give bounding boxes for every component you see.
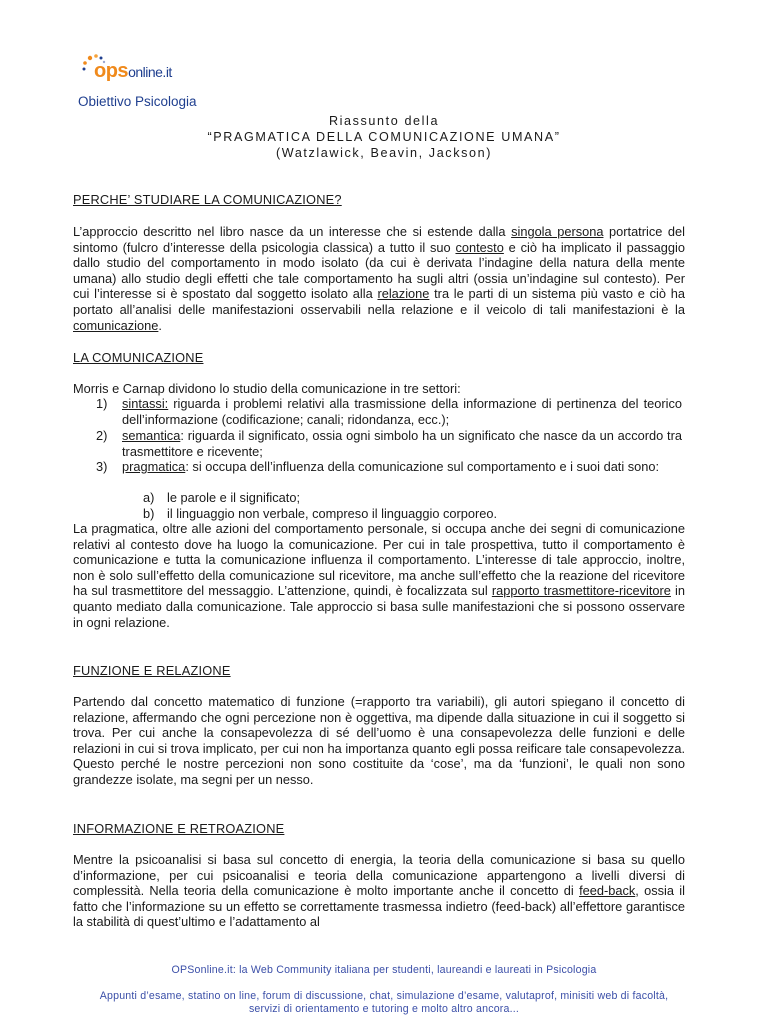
- section-heading: INFORMAZIONE E RETROAZIONE: [73, 821, 285, 836]
- paragraph: Mentre la psicoanalisi si basa sul concetto di energia, la teoria della comunicazione si basa su quello d’informazione, per cui psicoanalisi e teoria della comunicazione appartengono a livelli diversi di complessità. Nella teoria della comunicazione è molto importante anche il concetto di feed-back, ossia il fatto che l’informazione su un effetto se correttamente trasmessa indietro (feed-back) all’effettore garantisce la stabilità di quest’ultimo e l’adattamento al: [73, 852, 685, 930]
- doc-heading-line1: Riassunto della: [328, 114, 440, 128]
- logo-wordmark: opsonline.it: [94, 60, 172, 82]
- doc-heading-title: “PRAGMATICA DELLA COMUNICAZIONE UMANA”: [207, 130, 561, 144]
- section-heading: LA COMUNICAZIONE: [73, 350, 204, 365]
- paragraph: L’approccio descritto nel libro nasce da un interesse che si estende dalla singola persona portatrice del sintomo (fulcro d’interesse della psicologia classica) a tutto il suo contesto e ciò ha implicato il passaggio dallo studio del comportamento in modo isolato (da cui è derivata l’indagine della natura della mente umana) allo studio degli effetti che tale comportamento ha sugli altri (ossia un’indagine sul contesto). Per cui l’interesse si è spostato dal soggetto isolato alla relazione tra le parti di un sistema più vasto e ciò ha portato all’analisi delle manifestazioni osservabili nella relazione e il veicolo di tali manifestazioni è la comunicazione.: [73, 224, 685, 333]
- sub-list-item: b) il linguaggio non verbale, compreso il linguaggio corporeo.: [143, 506, 498, 521]
- section-heading: PERCHE’ STUDIARE LA COMUNICAZIONE?: [73, 192, 342, 207]
- footer-services: Appunti d’esame, statino on line, forum di discussione, chat, simulazione d’esame, valutaprof, minisiti web di facoltà,: [99, 990, 669, 1002]
- opsonline-logo: [76, 48, 216, 114]
- paragraph-intro: Morris e Carnap dividono lo studio della comunicazione in tre settori:: [73, 381, 461, 396]
- paragraph: La pragmatica, oltre alle azioni del comportamento personale, si occupa anche dei segni di comunicazione relativi al contesto dove ha luogo la comunicazione. Per cui in tale prospettiva, tutto il comportamento è comunicazione e tutta la comunicazione influenza il comportamento. L’interesse di tale approccio, inoltre, non è solo sull’effetto della comunicazione sul ricevitore, ma anche sull’effetto che la reazione del ricevitore ha sul trasmettitore del messaggio. L’attenzione, quindi, è focalizzata sul rapporto trasmettitore-ricevitore in quanto mediato dalla comunicazione. Tale approccio si basa sulle manifestazioni che si possono osservare in ogni relazione.: [73, 521, 686, 630]
- list-item: 1) sintassi: riguarda i problemi relativi alla trasmissione della informazione di pertinenza del teorico dell’informazione (codificazione; canali; ridondanza, ecc.);: [96, 396, 682, 427]
- footer-tagline: OPSonline.it: la Web Community italiana per studenti, laureandi e laureati in Psicologia: [171, 964, 597, 976]
- sub-list-item: a) le parole e il significato;: [143, 490, 301, 505]
- logo-subtitle: Obiettivo Psicologia: [78, 94, 197, 109]
- section-heading: FUNZIONE E RELAZIONE: [73, 663, 231, 678]
- doc-heading-authors: (Watzlawick, Beavin, Jackson): [276, 146, 492, 160]
- paragraph: Partendo dal concetto matematico di funzione (=rapporto tra variabili), gli autori spiegano il concetto di relazione, affermando che ogni percezione non è oggettiva, ma dipende dalla situazione in cui il soggetto si trova. Per cui anche la consapevolezza di sé dell’uomo è una consapevolezza delle funzioni e delle relazioni in cui si trova implicato, per cui non ha importanza quanto egli possa reificare tale consapevolezza. Questo perché le nostre percezioni non sono costituite da ‘cose’, ma da ‘funzioni’, le quali non sono grandezze isolate, ma segni per un nesso.: [73, 694, 685, 787]
- footer-services-more: servizi di orientamento e tutoring e molto altro ancora...: [248, 1003, 520, 1015]
- list-item: 2) semantica: riguarda il significato, ossia ogni simbolo ha un significato che nasce da un accordo tra trasmettitore e ricevente;: [96, 428, 682, 459]
- list-item: 3) pragmatica: si occupa dell’influenza della comunicazione sul comportamento e i suoi dati sono:: [96, 459, 660, 474]
